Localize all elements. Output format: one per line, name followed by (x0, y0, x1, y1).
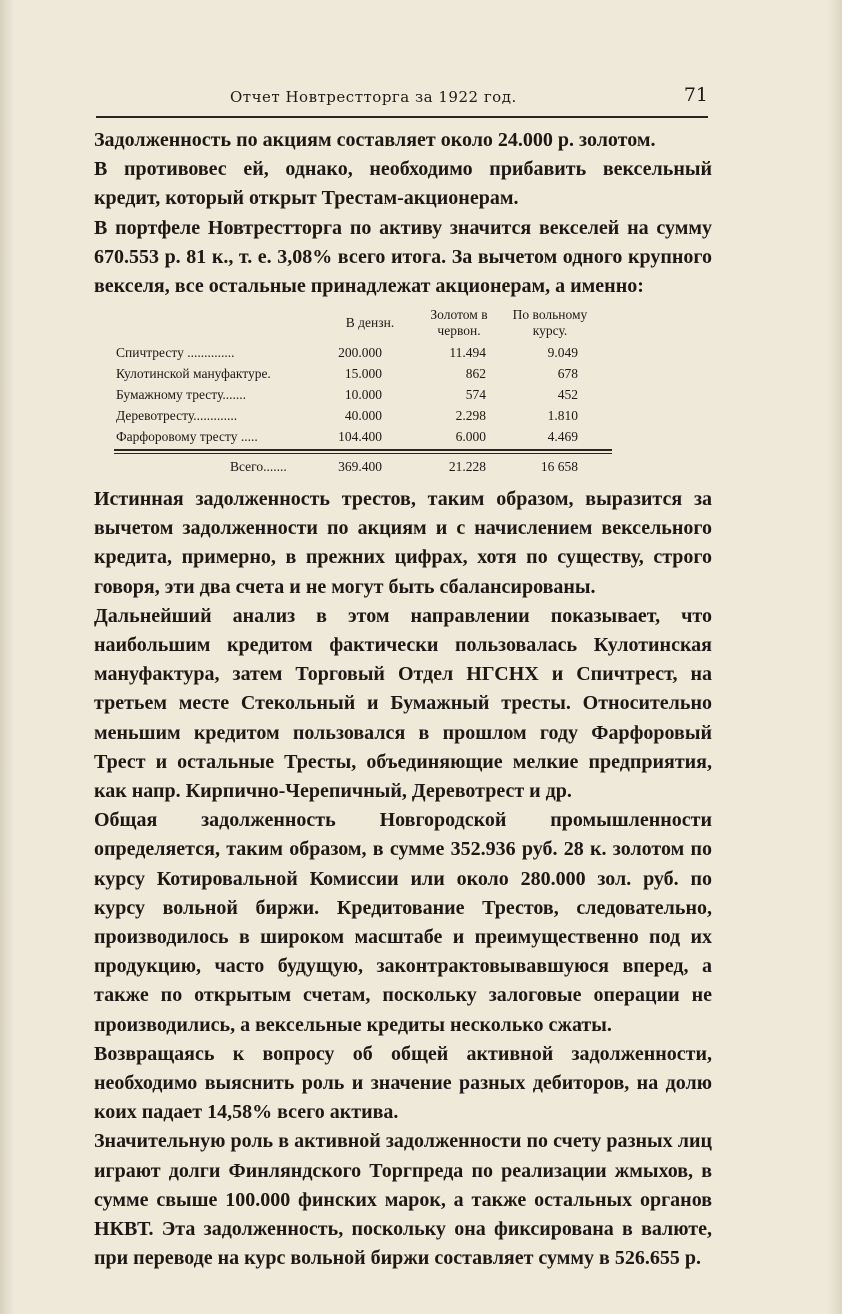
row-denzn: 200.000 (338, 345, 382, 360)
total-label: Всего....... (230, 459, 287, 474)
row-gold: 11.494 (449, 345, 486, 360)
row-name: Деревотресту............. (116, 408, 238, 423)
paragraph: Истинная задолженность трестов, таким образом, выразится за вычетом задолженности по акциям и с начислением вексельного кредита, примерно, в прежних цифрах, хотя по существу, строго говоря, эти два счета и не могут быть сбалансированы. (94, 488, 712, 598)
paragraph: Дальнейший анализ в этом направлении показывает, что наибольшим кредитом фактически пользовалась Кулотинская мануфактура, затем Торговый Отдел НГСНХ и Спичтрест, на третьем месте Стекольный и Бумажный тресты. Относительно меньшим кредитом пользовался в прошлом году Фарфоровый Трест и остальные Тресты, объединяющие мелкие предприятия, как напр. Кирпично-Черепичный, Деревотрест и др. (94, 604, 712, 803)
paragraph: Задолженность по акциям составляет около 24.000 р. золотом. (94, 129, 656, 151)
total-gold: 21.228 (448, 459, 486, 474)
table-total-rule-thin (114, 453, 612, 454)
row-denzn: 15.000 (344, 366, 382, 381)
paragraph: В противовес ей, однако, необходимо прибавить вексельный кредит, который открыт Трестам-акционерам. (94, 158, 712, 210)
table-row (112, 429, 614, 450)
row-free: 678 (557, 366, 578, 381)
running-title: Отчет Новтрестторга за 1922 год. (230, 88, 517, 106)
table-row (112, 387, 614, 408)
row-gold: 2.298 (455, 408, 486, 423)
row-free: 9.049 (547, 345, 578, 360)
row-free: 1.810 (547, 408, 578, 423)
row-name: Бумажному тресту....... (116, 387, 247, 402)
table-row (112, 345, 614, 366)
row-denzn: 104.400 (338, 429, 382, 444)
header-divider (96, 116, 708, 118)
page-header (96, 84, 708, 110)
paragraph: Общая задолженность Новгородской промышленности определяется, таким образом, в сумме 352.936 руб. 28 к. золотом по курсу Котировальной Комиссии или около 280.000 зол. руб. по курсу вольной биржи. Кредитование Трестов, следовательно, производилось в широком масштабе и преимущественно под их продукцию, часто будущую, законтрактовывавшуюся вперед, а также по открытым счетам, поскольку залоговые операции не производились, а вексельные кредиты несколько сжаты. (94, 809, 712, 1036)
row-free: 4.469 (547, 429, 578, 444)
table-total-rule (114, 449, 612, 451)
top-text (94, 126, 712, 301)
paragraph: В портфеле Новтрестторга по активу значится векселей на сумму 670.553 р. 81 к., т. е. 3,08% всего итога. За вычетом одного крупного векселя, все остальные принадлежат акционерам, а именно: (94, 216, 712, 298)
column-header-free-rate: По вольному курсу. (512, 307, 588, 338)
row-denzn: 10.000 (344, 387, 382, 402)
row-denzn: 40.000 (344, 408, 382, 423)
bottom-text (94, 485, 712, 1273)
row-name: Фарфоровому тресту ..... (116, 429, 258, 444)
table-row (112, 408, 614, 429)
row-name: Спичтресту .............. (116, 345, 235, 360)
column-header-gold: Золотом в червон. (430, 307, 488, 338)
page-number: 71 (683, 84, 708, 106)
row-name: Кулотинской мануфактуре. (116, 366, 271, 381)
table-row (112, 366, 614, 387)
column-header-denzn: В дензн. (345, 315, 395, 330)
total-free: 16 658 (540, 459, 578, 474)
paragraph: Значительную роль в активной задолженности по счету разных лиц играют долги Финляндского Торгпреда по реализации жмыхов, в сумме свыше 100.000 финских марок, а также остальных органов НКВТ. Эта задолженность, поскольку она фиксирована в валюте, при переводе на курс вольной биржи составляет сумму в 526.655 р. (94, 1130, 712, 1270)
row-gold: 6.000 (455, 429, 486, 444)
row-gold: 862 (465, 366, 486, 381)
total-denzn: 369.400 (338, 459, 382, 474)
paragraph: Возвращаясь к вопросу об общей активной задолженности, необходимо выяснить роль и значение разных дебиторов, на долю коих падает 14,58% всего актива. (94, 1042, 712, 1124)
table-total-row (112, 459, 614, 480)
row-gold: 574 (465, 387, 486, 402)
row-free: 452 (557, 387, 578, 402)
